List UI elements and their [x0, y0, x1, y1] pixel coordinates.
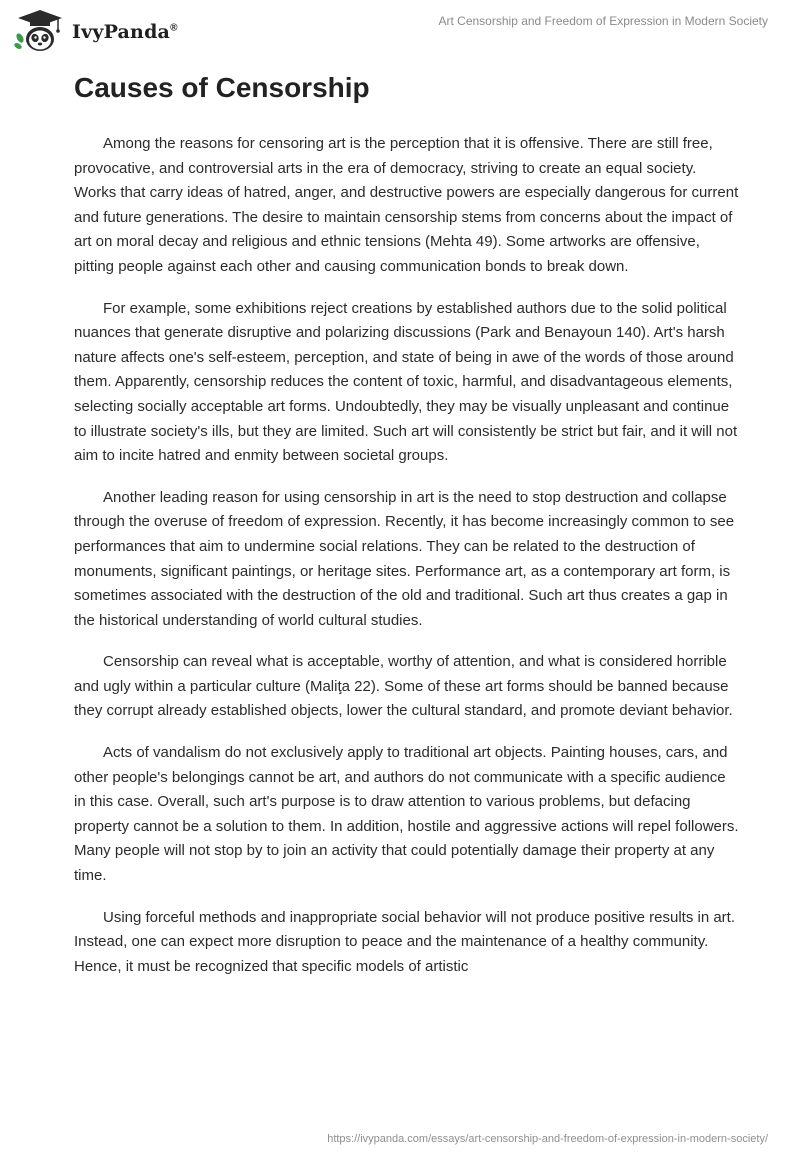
article-body — [74, 132, 740, 996]
panda-logo-icon — [14, 8, 66, 54]
paragraph: Censorship can reveal what is acceptable, worthy of attention, and what is considered horrible and ugly within a particular culture (Maliţa 22). Some of these art forms should be banned because they corrupt already established objects, lower the cultural standard, and promote deviant behavior. — [74, 653, 733, 720]
brand-name — [72, 21, 178, 43]
page-header — [0, 0, 800, 60]
paragraph: Among the reasons for censoring art is the perception that it is offensive. There are still free, provocative, and controversial arts in the era of democracy, striving to create an equal society. Works that carry ideas of hatred, anger, and destructive powers are especially dangerous for current and future generations. The desire to maintain censorship stems from concerns about the impact of art on moral decay and religious and ethnic tensions (Mehta 49). Some artworks are offensive, pitting people against each other and causing communication bonds to break down. — [74, 135, 739, 275]
paragraph: Acts of vandalism do not exclusively apply to traditional art objects. Painting houses, cars, and other people's belongings cannot be art, and authors do not communicate with a specific audience in this case. Overall, such art's purpose is to draw attention to various problems, but defacing property cannot be a solution to them. In addition, hostile and aggressive actions will repel followers. Many people will not stop by to join an activity that could potentially damage their property at any time. — [74, 744, 739, 885]
brand-name-text: IvyPanda — [72, 21, 171, 43]
section-heading: Causes of Censorship — [74, 72, 370, 103]
ivypanda-logo[interactable] — [14, 8, 178, 54]
registered-mark: ® — [170, 22, 178, 34]
paragraph: For example, some exhibitions reject creations by established authors due to the solid political nuances that generate disruptive and polarizing discussions (Park and Benayoun 140). Art's harsh nature affects one's self-esteem, perception, and state of being in awe of the words of those around them. Apparently, censorship reduces the content of toxic, harmful, and disadvantageous elements, selecting socially acceptable art forms. Undoubtedly, they may be visually unpleasant and continue to illustrate society's ills, but they are limited. Such art will consistently be strict but fair, and it will not aim to incite hatred and enmity between societal groups. — [74, 299, 738, 465]
document-title: Art Censorship and Freedom of Expression in Modern Society — [438, 14, 768, 28]
source-url[interactable]: https://ivypanda.com/essays/art-censorship-and-freedom-of-expression-in-modern-society/ — [327, 1133, 768, 1145]
paragraph: Using forceful methods and inappropriate social behavior will not produce positive results in art. Instead, one can expect more disruption to peace and the maintenance of a healthy community. Hence, it must be recognized that specific models of artistic — [74, 908, 735, 975]
paragraph: Another leading reason for using censorship in art is the need to stop destruction and collapse through the overuse of freedom of expression. Recently, it has become increasingly common to see performances that aim to undermine social relations. They can be related to the destruction of monuments, significant paintings, or heritage sites. Performance art, as a contemporary art form, is sometimes associated with the destruction of the old and traditional. Such art thus creates a gap in the historical understanding of world cultural studies. — [74, 488, 735, 629]
